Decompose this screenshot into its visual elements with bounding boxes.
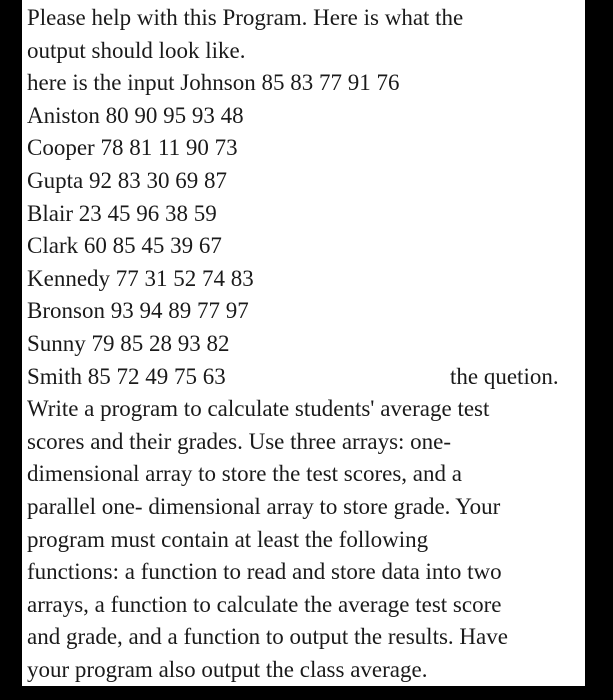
question-line: parallel one- dimensional array to store grade. Your: [27, 493, 501, 519]
question-line: arrays, a function to calculate the average test score: [27, 591, 502, 617]
question-line: program must contain at least the following: [27, 526, 429, 552]
record-line: Smith 85 72 49 75 63: [27, 363, 226, 389]
record-line: Cooper 78 81 11 90 73: [27, 135, 238, 161]
intro-line-1: Please help with this Program. Here is what the: [27, 5, 464, 30]
question-line: your program also output the class average.: [27, 656, 428, 682]
record-line: Kennedy 77 31 52 74 83: [27, 265, 254, 291]
record-line: Clark 60 85 45 39 67: [27, 233, 222, 259]
record-line: Gupta 92 83 30 69 87: [27, 167, 227, 193]
record-line: Bronson 93 94 89 77 97: [27, 298, 249, 324]
question-line: and grade, and a function to output the results. Have: [27, 624, 508, 650]
intro-line-2: output should look like.: [27, 37, 246, 63]
intro-line-3: here is the input Johnson 85 83 77 91 76: [27, 70, 400, 96]
document-text: [27, 2, 583, 686]
question-line: functions: a function to read and store data into two: [27, 559, 502, 585]
document-page: [22, 0, 585, 686]
last-record-row: [27, 361, 583, 394]
record-line: Aniston 80 90 95 93 48: [27, 102, 244, 128]
question-line: dimensional array to store the test scores, and a: [27, 461, 462, 487]
record-line: Blair 23 45 96 38 59: [27, 200, 217, 226]
question-line: scores and their grades. Use three arrays: one-: [27, 428, 452, 454]
record-line: Sunny 79 85 28 93 82: [27, 330, 230, 356]
question-line: Write a program to calculate students' average test: [27, 396, 490, 422]
question-label: the quetion.: [450, 363, 559, 389]
